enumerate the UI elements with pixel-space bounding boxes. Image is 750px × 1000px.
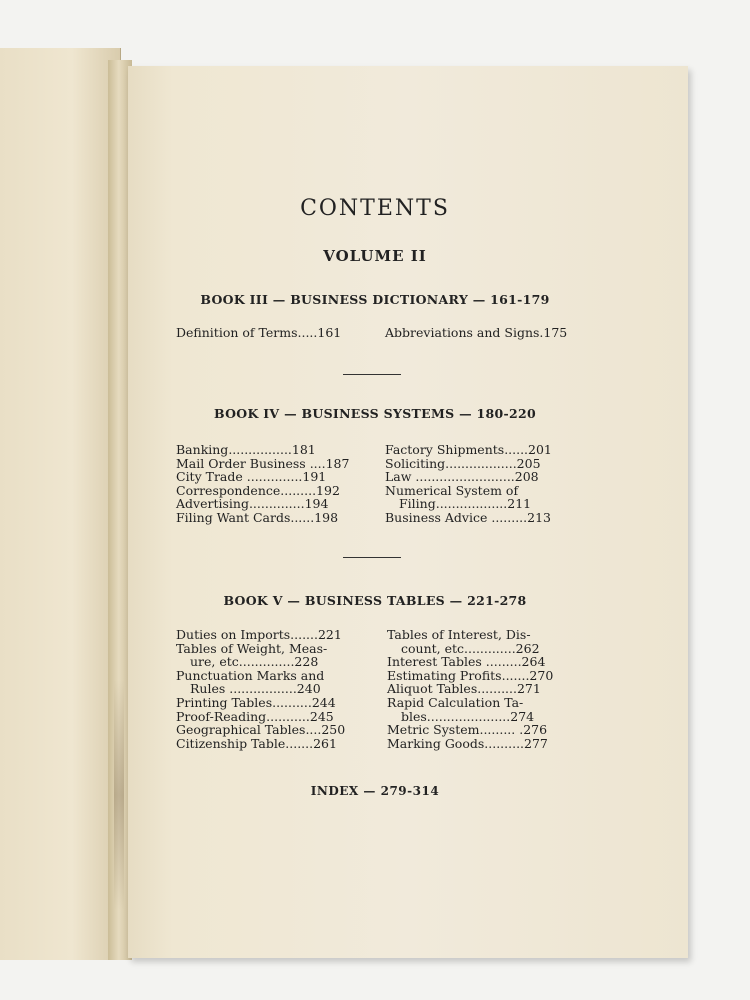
list-item: Metric System......... .276 [387, 722, 548, 738]
list-item: Advertising..............194 [176, 496, 329, 512]
list-item: Geographical Tables....250 [176, 722, 346, 738]
list-item: Marking Goods..........277 [387, 735, 548, 751]
list-item: Punctuation Marks and [176, 667, 325, 683]
section-divider [343, 374, 401, 375]
index-reference: INDEX — 279-314 [310, 784, 440, 798]
list-item: Rapid Calculation Ta- [387, 694, 524, 710]
list-item: Numerical System of [385, 482, 519, 498]
list-item: Law .........................208 [385, 469, 539, 485]
left-page [0, 48, 121, 960]
volume-heading: VOLUME II [323, 247, 427, 265]
list-item: Duties on Imports.......221 [176, 627, 342, 642]
book-5-heading: BOOK V — BUSINESS TABLES — 221-278 [223, 593, 527, 608]
list-item: Filing..................211 [399, 496, 532, 512]
list-item: Tables of Weight, Meas- [176, 640, 328, 656]
list-item: Interest Tables .........264 [387, 654, 546, 670]
book-4-left-column [176, 442, 349, 524]
page-title: CONTENTS [300, 196, 450, 221]
list-item: ure, etc..............228 [190, 654, 319, 670]
book-3-heading: BOOK III — BUSINESS DICTIONARY — 161-179 [200, 292, 550, 307]
book-3-entry-right: Abbreviations and Signs.175 [385, 325, 568, 340]
list-item: Banking................181 [176, 442, 316, 457]
book-5-left-column [176, 627, 345, 749]
list-item: Aliquot Tables..........271 [387, 681, 541, 697]
book-5-right-column [387, 627, 553, 749]
list-item: Business Advice .........213 [385, 509, 551, 525]
list-item: Rules .................240 [190, 681, 321, 697]
book-4-right-column [385, 442, 552, 524]
list-item: Tables of Interest, Dis- [387, 627, 531, 642]
list-item: Mail Order Business ....187 [176, 455, 350, 471]
section-divider [343, 557, 401, 558]
list-item: bles.....................274 [401, 708, 535, 724]
list-item: City Trade ..............191 [176, 469, 327, 485]
list-item: Correspondence.........192 [176, 482, 340, 498]
book-3-entry-left: Definition of Terms.....161 [176, 325, 342, 340]
list-item: Citizenship Table.......261 [176, 735, 337, 751]
list-item: Printing Tables..........244 [176, 694, 336, 710]
list-item: Estimating Profits.......270 [387, 667, 554, 683]
list-item: Soliciting..................205 [385, 455, 541, 471]
list-item: Filing Want Cards......198 [176, 509, 339, 525]
book-4-heading: BOOK IV — BUSINESS SYSTEMS — 180-220 [213, 406, 536, 421]
list-item: Proof-Reading...........245 [176, 708, 334, 724]
list-item: Factory Shipments......201 [385, 442, 552, 457]
list-item: count, etc.............262 [401, 640, 540, 656]
